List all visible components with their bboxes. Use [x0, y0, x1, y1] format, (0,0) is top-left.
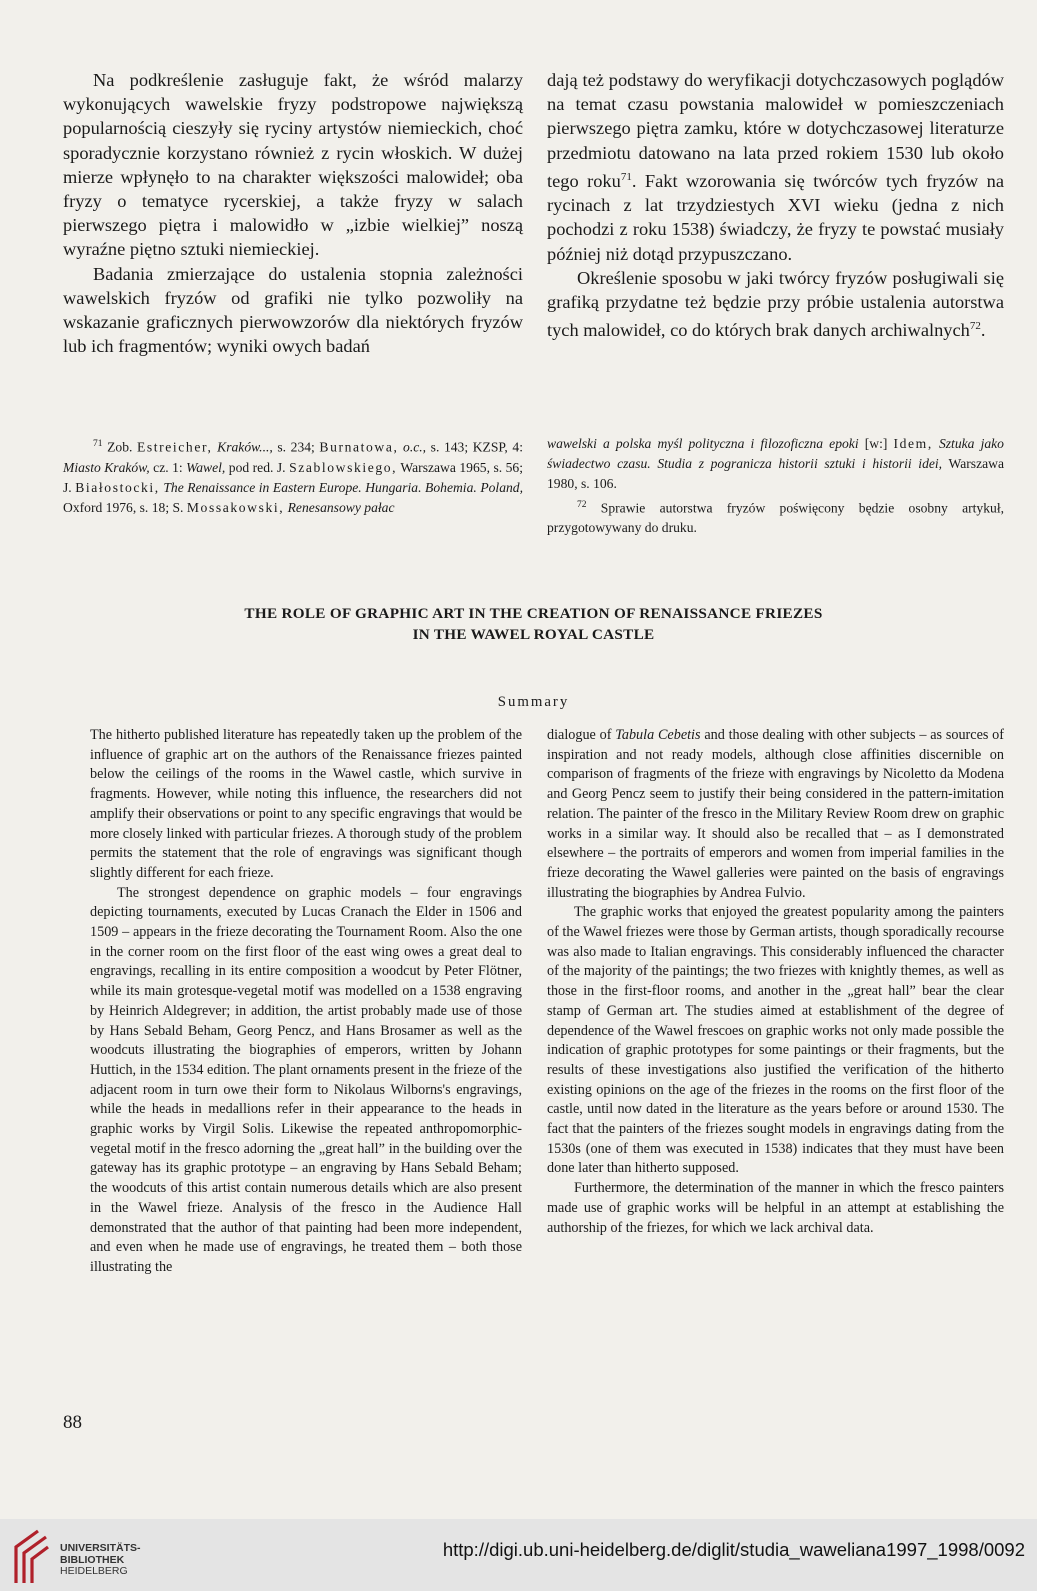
paragraph: [547, 68, 1004, 266]
logo-line: UNIVERSITÄTS-: [60, 1542, 141, 1554]
fn-title: Renesansowy pałac: [284, 500, 395, 516]
logo-line: BIBLIOTHEK: [60, 1553, 125, 1566]
fn-text: Warszawa 1965, s. 56; J.: [63, 459, 523, 495]
paragraph-text: . Fakt wzorowania się twórców tych fryzów na rycinach z lat trzydziestych XVI wieku (jedna z nich pochodzi z roku 1538) świadczy, że fryzy te powstać musiały później niż dotąd przypuszczano.: [547, 170, 1004, 264]
footnote-number: 72: [577, 499, 587, 510]
fn-title: The Renaissance in Eastern Europe. Hungaria. Bohemia. Poland,: [159, 479, 523, 495]
paragraph: Furthermore, the determination of the manner in which the fresco painters made use of graphic works will be helpful in an attempt at establishing the authorship of the friezes, for which we lack archival data.: [547, 1180, 1004, 1236]
title-line: THE ROLE OF GRAPHIC ART IN THE CREATION OF RENAISSANCE FRIEZES: [244, 605, 823, 622]
source-url-link[interactable]: http://digi.ub.uni-heidelberg.de/diglit/studia_waweliana1997_1998/0092: [442, 1539, 1025, 1560]
paragraph-text: dialogue of: [547, 727, 616, 743]
fn-text: cz. 1:: [149, 459, 187, 475]
paragraph: The graphic works that enjoyed the greatest popularity among the painters of the Wawel friezes were those by German artists, though sporadically recourse was also made to Italian engravings. This considerably influenced the character of the majority of the paintings; the two friezes with knightly themes, as well as those in the first-floor rooms, and another in the „great hall” bear the clear stamp of German art. The studies aimed at establishment of the degree of dependence of the Wawel frescoes on graphic works not only made possible the indication of graphic prototypes for some paintings or their fragments, but the results of these investigations also justified the verification of the hitherto existing opinions on the age of the friezes in the rooms on the first floor of the castle, until now dated in the literature as the years before or around 1530. The fact that the painters of the friezes sought models in engravings dating from the 1530s (one of them was executed in 1538) indicates that they must have been done later than hitherto supposed.: [547, 904, 1004, 1177]
fn-text: Sprawie autorstwa fryzów poświęcony będzie osobny artykuł, przygotowywany do druku.: [547, 500, 1004, 536]
polish-text-right-column: [547, 68, 1004, 342]
fn-title: Kraków...,: [212, 439, 273, 455]
summary-heading: Summary: [497, 694, 570, 710]
footnotes-left: [63, 434, 523, 518]
fn-title: Miasto Kraków,: [63, 459, 150, 475]
page-number: 88: [63, 1412, 82, 1433]
paragraph: Badania zmierzające do ustalenia stopnia zależności wawelskich fryzów od grafiki nie tylko pozwoliły na wskazanie graficznych pierwowzorów dla niektórych fryzów lub ich fragmentów; wyniki owych badań: [63, 263, 523, 357]
fn-author: Mossakowski,: [186, 500, 285, 516]
paragraph: The strongest dependence on graphic models – four engravings depicting tournaments, executed by Lucas Cranach the Elder in 1506 and 1509 – appears in the frieze decorating the Tournament Room. Also the one in the corner room on the first floor of the east wing owes a great deal to engravings, recalling in its entire composition a woodcut by Peter Flötner, while its main grotesque-vegetal motif was modelled on a 1538 engraving by Heinrich Aldegrever; in addition, the artist probably made use of those by Hans Sebald Beham, Georg Pencz, and Hans Brosamer as well as the woodcuts illustrating the biographies of emperors, written by Johann Huttich, in the 1534 edition. The plant ornaments present in the frieze of the adjacent room in turn owe their form to Nikolaus Wilborns's engravings, while the heads in medallions refer in their appearance to the heads in graphic works by Virgil Solis. Likewise the repeated anthropomorphic-vegetal motif in the fresco adorning the „great hall” in the building over the gateway has its graphic prototype – an engraving by Hans Sebald Beham; the woodcuts of this artist contain numerous details which are also present in the Wawel frieze. Analysis of the fresco in the Audience Hall demonstrated that the author of that painting had been more independent, and even when he made use of engravings, he treated them – both those illustrating the: [90, 884, 522, 1275]
fn-text: [w:]: [858, 436, 894, 451]
fn-text: s. 143; KZSP, 4:: [426, 439, 523, 455]
polish-text-left-column: [63, 68, 523, 358]
paragraph-text: and those dealing with other subjects – as sources of inspiration and not ready models, although close affinities discernible on comparison of fragments of the frieze with engravings by Nicoletto da Modena and Georg Pencz seem to justify their being considered in the pattern-imitation relation. The painter of the fresco in the Military Review Room drew on graphic works in a similar way. It should also be recalled that – as I demonstrated elsewhere – the portraits of emperors and women from imperial families in the frieze decorating the Wawel galleries were painted on the basis of engravings illustrating the biographies by Andrea Fulvio.: [547, 727, 1005, 901]
fn-text: s. 234;: [272, 439, 320, 455]
fn-author: Szablowskiego,: [289, 459, 398, 475]
library-logo-icon: [12, 1527, 52, 1585]
footnote-72: [547, 495, 1004, 539]
footnote-71-continued: [547, 434, 1004, 495]
summary-right-column: [547, 726, 1004, 1238]
fn-author: Estreicher,: [136, 439, 213, 455]
footnote-ref[interactable]: 71: [620, 170, 632, 183]
fn-author: Białostocki,: [75, 479, 160, 495]
summary-left-column: [90, 726, 522, 1278]
fn-title: o.c.,: [398, 439, 427, 455]
logo-line: HEIDELBERG: [60, 1565, 128, 1577]
paragraph: [547, 726, 1004, 903]
fn-author: Burnatowa,: [319, 439, 399, 455]
fn-text: Oxford 1976, s. 18; S.: [63, 500, 187, 516]
fn-author: Idem,: [893, 436, 933, 451]
paragraph: The hitherto published literature has repeatedly taken up the problem of the influence of graphic art on the authors of the Renaissance friezes painted below the ceilings of the rooms in the Wawel castle, which survive in fragments. However, while noting this influence, the researchers did not amplify their observations or point to any specific engravings that would be more closely linked with particular friezes. A thorough study of the problem permits the statement that the role of engravings was significant though slightly different for each frieze.: [90, 727, 522, 881]
footnote-ref[interactable]: 72: [969, 320, 981, 333]
fn-title: Wawel,: [186, 459, 226, 475]
fn-text: Zob.: [107, 439, 137, 455]
italic-title: Tabula Cebetis: [615, 727, 701, 743]
summary-title: [63, 603, 1004, 645]
footnote-number: 71: [93, 439, 103, 449]
paragraph-text: Określenie sposobu w jaki twórcy fryzów posługiwali się grafiką przydatne też będzie przy próbie ustalenia autorstwa tych malowideł, co do których brak danych archiwalnych: [547, 267, 1004, 341]
paragraph-text: dają też podstawy do weryfikacji dotychczasowych poglądów na temat czasu powstania malowideł w pomieszczeniach pierwszego piętra zamku, które w dotychczasowej literaturze przedmiotu datowano na lata przed rokiem 1530 lub około tego roku: [547, 70, 1004, 191]
footnote-71: [63, 434, 523, 518]
footnotes-right: [547, 434, 1004, 539]
fn-text: pod red. J.: [225, 459, 290, 475]
paragraph: [547, 266, 1004, 343]
paragraph-text: .: [980, 320, 986, 341]
library-footer: [0, 1519, 1037, 1591]
fn-title: Sztuka jako świadectwo czasu. Studia z pogranicza historii sztuki i historii idei,: [547, 436, 1004, 472]
fn-text: Warszawa 1980, s. 106.: [547, 456, 1004, 492]
fn-title: wawelski a polska myśl polityczna i filozoficzna epoki: [547, 436, 859, 451]
library-logo-text: [60, 1543, 141, 1578]
title-line: IN THE WAWEL ROYAL CASTLE: [412, 626, 655, 643]
paragraph: Na podkreślenie zasługuje fakt, że wśród malarzy wykonujących wawelskie fryzy podstropowe największą popularnością cieszyły się ryciny artystów niemieckich, choć sporadycznie korzystano również z rycin włoskich. W dużej mierze wpłynęło to na charakter większości malowideł; oba fryzy o tematyce rycerskiej, a także fryzy w salach pierwszego piętra i malowidło w „izbie wielkiej” noszą wyraźne piętno sztuki niemieckiej.: [63, 70, 523, 260]
